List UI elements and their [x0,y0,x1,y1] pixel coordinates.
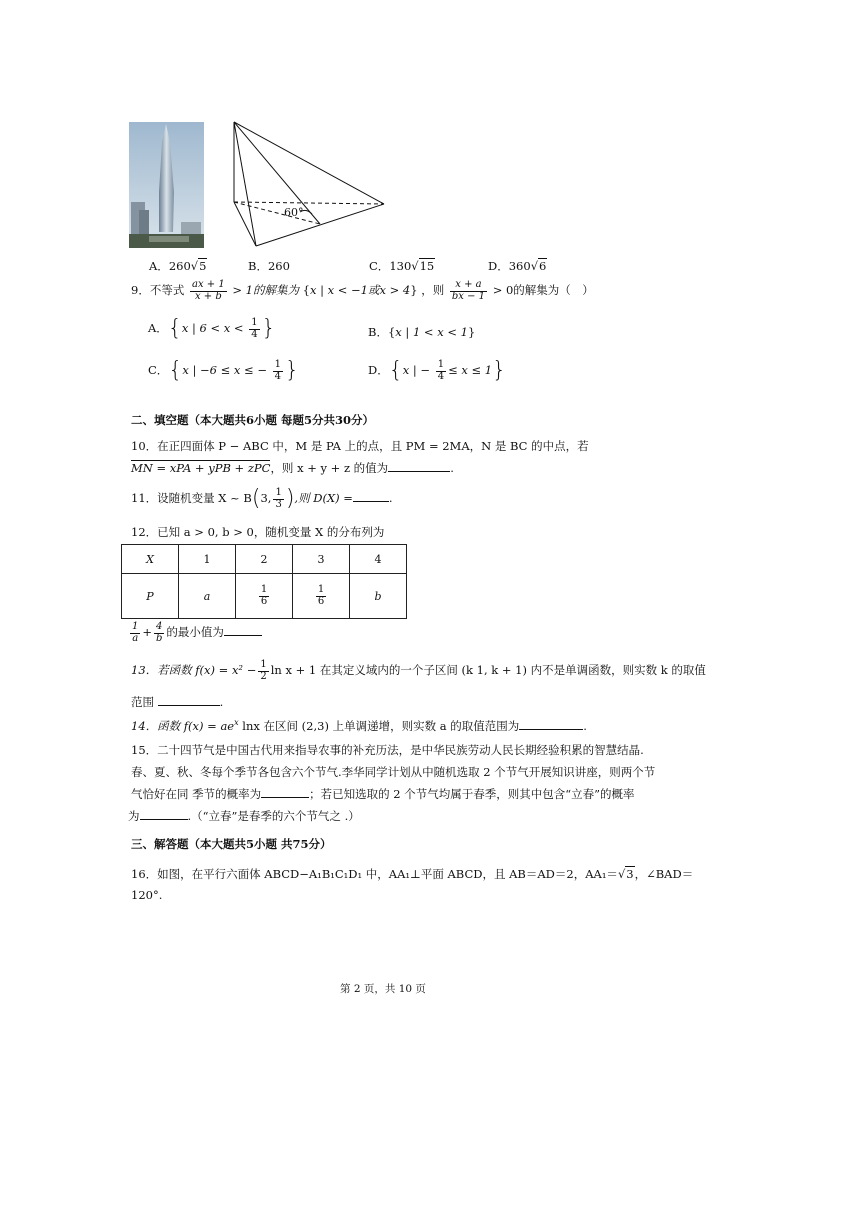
table-cell [236,574,293,619]
table-cell: a [179,574,236,619]
q14: 14．函数 $f(x) = ae^x$ lnx 在区间 (2,3) 上单调递增，则实数 a 的取值范围为 . [131,718,587,733]
distribution-table [121,544,407,619]
q11: 11．设随机变量 X ~ B(3, $\frac{1}{3}$ ),则 D(X) = . [131,486,393,511]
q12-tail: $\frac{1}{a}$ + $\frac{4}{b}$ 的最小值为 [128,622,262,644]
q9-option-b: B．{x | 1 < x < 1} [368,325,476,339]
table-cell: 4 [350,545,407,574]
q13-line1: 13．若函数 f(x) = x² − $\frac{1}{2}$ ln x + 1 在其定义域内的一个子区间 (k 1, k + 1) 内不是单调函数，则实数 k 的取值 [131,659,706,682]
q8-option-d: D．360√6 [488,259,547,273]
fraction: $\frac{1}{6}$ [317,584,325,607]
q13-line2: 范围 . [131,695,224,709]
q8-option-c: C．130√15 [369,259,435,273]
q9-option-d: D．{x | − $\frac{1}{4}$ ≤ x ≤ 1} [368,358,507,383]
table-cell: 2 [236,545,293,574]
q12-stem: 12．已知 a > 0, b > 0，随机变量 X 的分布列为 [131,525,385,539]
angle-label: 60° [284,206,304,219]
q10-line1: 10．在正四面体 P − ABC 中，M 是 PA 上的点，且 PM = 2MA，N 是 BC 的中点，若 [131,439,589,453]
table-cell: P [122,574,179,619]
q9-stem: 9．不等式 $\frac{ax + 1}{x + b}$ > 1的解集为 {x | x < −1或x > 4} ，则 $\frac{x + a}{bx - 1}$ > 0的解集为（ ） [131,279,594,302]
pyramid-diagram [228,118,388,250]
q15-line1: 15．二十四节气是中国古代用来指导农事的补充历法，是中华民族劳动人民长期经验积累的智慧结晶. [131,743,644,757]
q15-line2: 春、夏、秋、冬每个季节各包含六个节气.李华同学计划从中随机选取 2 个节气开展知识讲座，则两个节 [131,765,656,779]
tower-photo [129,122,204,248]
q10-line2: MN = xPA + yPB + zPC，则 x + y + z 的值为 . [131,461,454,475]
q16-line1: 16．如图，在平行六面体 ABCD−A₁B₁C₁D₁ 中，AA₁⊥平面 ABCD，且 AB＝AD＝2，AA₁＝√3，∠BAD＝ [131,867,694,881]
section-2-heading: 二、填空题（本大题共6小题 每题5分共30分） [131,413,375,427]
table-cell: 1 [179,545,236,574]
q15-line3: 气恰好在同 季节的概率为 ；若已知选取的 2 个节气均属于春季，则其中包含“立春”的概率 [131,787,635,801]
table-cell: 3 [293,545,350,574]
q15-line4: 为 .（“立春”是春季的六个节气之 .） [128,809,360,823]
table-cell: b [350,574,407,619]
fraction: $\frac{1}{6}$ [260,584,268,607]
table-cell: X [122,545,179,574]
page-footer: 第 2 页，共 10 页 [340,983,426,995]
table-cell [293,574,350,619]
q9-option-c: C．{x | −6 ≤ x ≤ − $\frac{1}{4}$ } [148,358,299,383]
section-3-heading: 三、解答题（本大题共5小题 共75分） [131,837,332,851]
q9-option-a: A．{x | 6 < x < $\frac{1}{4}$ } [148,316,276,341]
q16-line2: 120°. [131,888,163,902]
q8-option-a: A．260√5 [149,259,207,273]
q8-option-b: B．260 [248,259,290,273]
